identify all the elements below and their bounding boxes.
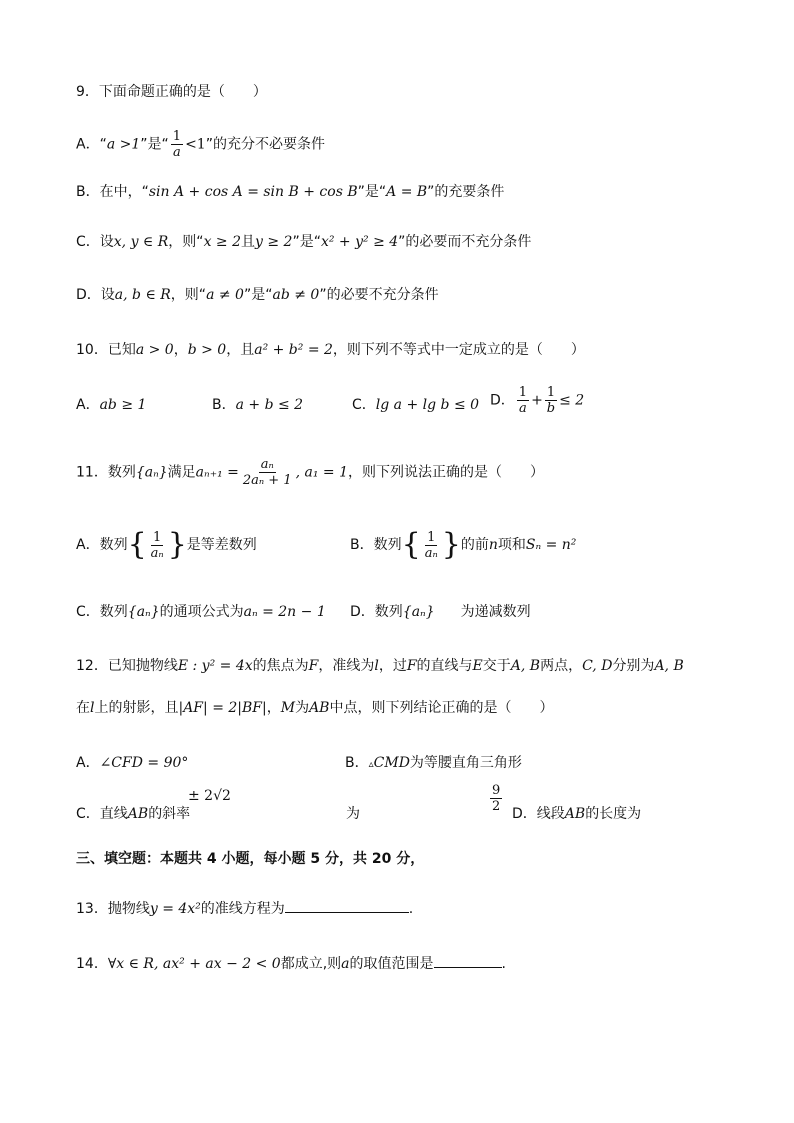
fraction-one-over-an: $\frac{1}{\text{aₙ}}$ bbox=[150, 529, 164, 561]
q9-option-c: C．设x, y ∈ R，则“x ≥ 2且y ≥ 2”是“x² + y² ≥ 4”的必要而不充分条件 bbox=[76, 234, 532, 250]
q10-option-b: B．a + b ≤ 2 bbox=[212, 397, 304, 413]
q12-option-b: B．▵CMD为等腰直角三角形 bbox=[345, 755, 522, 771]
q9-stem: 9．下面命题正确的是（ ） bbox=[76, 84, 267, 100]
fraction-one-over-b: $\frac{1}{b}$ bbox=[546, 385, 556, 416]
q14: 14．∀x ∈ R, ax² + ax − 2 < 0都成立,则a的取值范围是 . bbox=[76, 953, 506, 974]
answer-blank[interactable] bbox=[434, 953, 502, 968]
fraction-one-over-an: $\frac{1}{\text{aₙ}}$ bbox=[424, 529, 438, 561]
q10-option-d: D． $\frac{1}{a}$ + $\frac{1}{b}$ ≤ 2 bbox=[490, 385, 585, 416]
q12-stem-line1: 12．已知抛物线E : y² = 4x的焦点为F，准线为l，过F的直线与E交于A, B两点，C, D分别为A, B bbox=[76, 658, 684, 674]
q10-option-c: C．lg a + lg b ≤ 0 bbox=[352, 397, 480, 413]
fraction-one-over-a: $\frac{1}{a}$ bbox=[172, 129, 182, 160]
answer-blank[interactable] bbox=[285, 898, 409, 913]
q11-option-b: B．数列{ $\frac{1}{\text{aₙ}}$ }的前n项和Sₙ = n² bbox=[350, 527, 577, 562]
q12-option-c-wei: 为 bbox=[346, 806, 360, 822]
section-title: 三、填空题：本题共 4 小题，每小题 5 分，共 20 分， bbox=[76, 851, 425, 867]
q12-option-c: C．直线AB的斜率 bbox=[76, 806, 191, 822]
q9-option-b: B．在中，“sin A + cos A = sin B + cos B”是“A = B”的充要条件 bbox=[76, 184, 505, 200]
q10-option-a: A．ab ≥ 1 bbox=[76, 397, 147, 413]
recurrence-fraction: $\frac{\text{aₙ}}{\text{2aₙ + 1}}$ bbox=[242, 457, 292, 488]
fraction-one-over-a: $\frac{1}{a}$ bbox=[518, 385, 528, 416]
q12-option-a: A．∠CFD = 90° bbox=[76, 755, 189, 771]
q10-stem: 10．已知a > 0，b > 0，且a² + b² = 2，则下列不等式中一定成立的是（ ） bbox=[76, 342, 585, 358]
q11-option-a: A．数列{ $\frac{1}{\text{aₙ}}$ }是等差数列 bbox=[76, 527, 257, 562]
q13: 13．抛物线y = 4x²的准线方程为 . bbox=[76, 898, 413, 919]
q12-slope-value: ± 2√2 bbox=[188, 788, 231, 804]
q11-stem: 11．数列{aₙ}满足aₙ₊₁ = $\frac{\text{aₙ}}{\text{2aₙ + 1}}$ , a₁ = 1，则下列说法正确的是（ ） bbox=[76, 457, 544, 488]
triangle-icon: ▵ bbox=[368, 759, 374, 770]
q12-option-d: D．线段AB的长度为 bbox=[512, 806, 642, 822]
q9-option-d: D．设a, b ∈ R，则“a ≠ 0”是“ab ≠ 0”的必要不充分条件 bbox=[76, 287, 439, 303]
q11-option-c: C．数列{aₙ}的通项公式为aₙ = 2n − 1 bbox=[76, 604, 326, 620]
q9-option-a: A．“a >1”是“ $\frac{1}{a}$ <1”的充分不必要条件 bbox=[76, 129, 325, 160]
q11-option-d: D．数列{aₙ} 为递减数列 bbox=[350, 604, 531, 620]
q12-stem-line2: 在l上的射影，且|AF| = 2|BF|，M为AB中点，则下列结论正确的是（ ） bbox=[76, 700, 554, 716]
q12-length-fraction: $\frac{9}{2}$ bbox=[492, 783, 501, 814]
